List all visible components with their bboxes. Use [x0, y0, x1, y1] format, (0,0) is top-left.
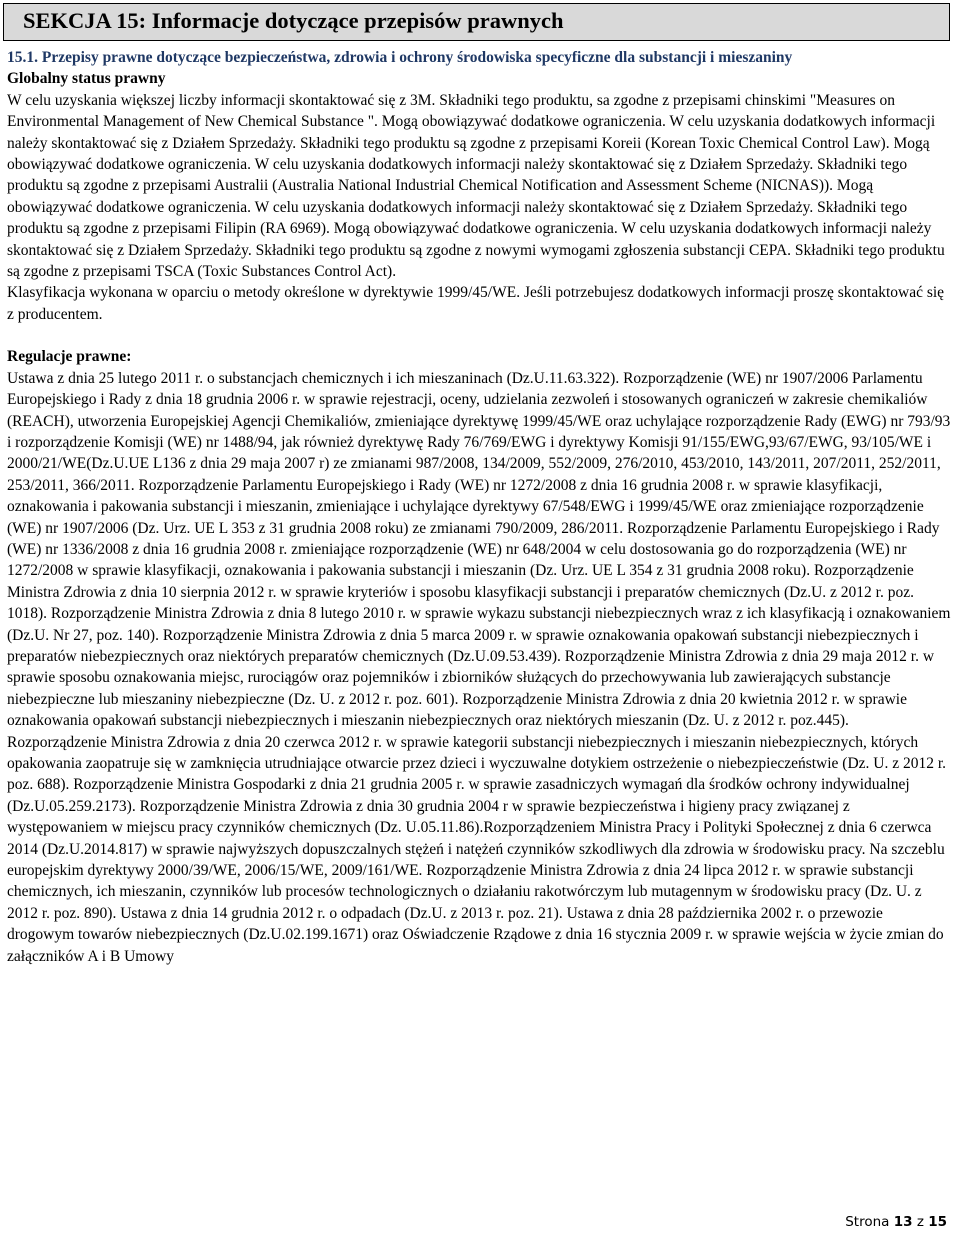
total-pages-number: 15: [928, 1214, 947, 1230]
regulations-paragraph: Ustawa z dnia 25 lutego 2011 r. o substancjach chemicznych i ich mieszaninach (Dz.U.11.63.322). Rozporządzenie (WE) nr 1907/2006 Parlamentu Europejskiego i Rady z dnia 18 grudnia 2006 r. w sprawie rejestracji, oceny, udzielania zezwoleń i stosowanych ograniczeń w zakresie chemikaliów (REACH), utworzenia Europejskiej Agencji Chemikaliów, zmieniające dyrektywę 1999/45/WE oraz uchylające rozporządzenie Rady (EWG) nr 793/93 i rozporządzenie Komisji (WE) nr 1488/94, jak również dyrektywę Rady 76/769/EWG i dyrektywy Komisji 91/155/EWG,93/67/EWG, 93/105/WE i 2000/21/WE(Dz.U.UE L136 z dnia 29 maja 2007 r) ze zmianami 987/2008, 134/2009, 552/2009, 276/2010, 453/2010, 143/2011, 207/2011, 252/2011, 253/2011, 366/2011. Rozporządzenie Parlamentu Europejskiego i Rady (WE) nr 1272/2008 z dnia 16 grudnia 2008 r. w sprawie klasyfikacji, oznakowania i pakowania substancji i mieszanin, zmieniające i uchylające dyrektywy 67/548/EWG i 1999/45/WE oraz zmieniające rozporządzenie (WE) nr 1907/2006 (Dz. Urz. UE L 353 z 31 grudnia 2008 roku) ze zmianami 790/2009, 286/2011. Rozporządzenie Parlamentu Europejskiego i Rady (WE) nr 1336/2008 z dnia 16 grudnia 2008 r. zmieniające rozporządzenie (WE) nr 648/2004 w celu dostosowania go do rozporządzenia (WE) nr 1272/2008 w sprawie klasyfikacji, oznakowania i pakowania substancji i mieszanin (Dz. Urz. UE L 354 z 31 grudnia 2008 roku). Rozporządzenie Ministra Zdrowia z dnia 10 sierpnia 2012 r. w sprawie kryteriów i sposobu klasyfikacji substancji i preparatów chemicznych (Dz.U. z 2012 r. poz. 1018). Rozporządzenie Ministra Zdrowia z dnia 8 lutego 2010 r. w sprawie wykazu substancji niebezpiecznych wraz z ich klasyfikacją i oznakowaniem (Dz.U. Nr 27, poz. 140). Rozporządzenie Ministra Zdrowia z dnia 5 marca 2009 r. w sprawie oznakowania opakowań substancji niebezpiecznych i preparatów niebezpiecznych oraz niektórych preparatów chemicznych (Dz.U.09.53.439). Rozporządzenie Ministra Zdrowia z dnia 29 maja 2012 r. w sprawie sposobu oznakowania miejsc, rurociągów oraz pojemników i zbiorników służących do przechowywania lub zawierających substancje niebezpieczne lub mieszaniny niebezpieczne (Dz. U. z 2012 r. poz. 601). Rozporządzenie Ministra Zdrowia z dnia 20 kwietnia 2012 r. w sprawie oznakowania opakowań substancji niebezpiecznych i mieszanin niebezpiecznych oraz niektórych mieszanin (Dz. U. z 2012 r. poz.445). Rozporządzenie Ministra Zdrowia z dnia 20 czerwca 2012 r. w sprawie kategorii substancji niebezpiecznych i mieszanin niebezpiecznych, których opakowania zaopatruje się w zamknięcia utrudniające otwarcie przez dzieci i wyczuwalne dotykiem ostrzeżenie o niebezpieczeństwie (Dz. U. z 2012 r. poz. 688). Rozporządzenie Ministra Gospodarki z dnia 21 grudnia 2005 r. w sprawie zasadniczych wymagań dla środków ochrony indywidualnej (Dz.U.05.259.2173). Rozporządzenie Ministra Zdrowia z dnia 30 grudnia 2004 r w sprawie bezpieczeństwa i higieny pracy związanej z występowaniem w miejscu pracy czynników chemicznych (Dz. U.05.11.86).Rozporządzeniem Ministra Pracy i Polityki Społecznej z dnia 6 czerwca 2014 (Dz.U.2014.817) w sprawie najwyższych dopuszczalnych stężeń i natężeń czynników szkodliwych dla zdrowia w środowisku pracy. Na szczeblu europejskim dyrektywy 2000/39/WE, 2006/15/WE, 2009/161/WE. Rozporządzenie Ministra Zdrowia z dnia 24 lipca 2012 r. w sprawie substancji chemicznych, ich mieszanin, czynników lub procesów technologicznych o działaniu rakotwórczym lub mutagennym w środowisku pracy (Dz. U. z 2012 r. poz. 890). Ustawa z dnia 14 grudnia 2012 r. o odpadach (Dz.U. z 2013 r. poz. 21). Ustawa z dnia 28 października 2002 r. o przewozie drogowym towarów niebezpiecznych (Dz.U.02.199.1671) oraz Oświadczenie Rządowe z dnia 16 stycznia 2009 r. w sprawie wejścia w życie zmian do załączników A i B Umowy: [7, 369, 951, 965]
current-page-number: 13: [893, 1214, 913, 1230]
global-status-paragraph: W celu uzyskania większej liczby informacji skontaktować się z 3M. Składniki tego produktu, sa zgodne z przepisami chinskimi "Measures on Environmental Management of New Chemical Substance ". Mogą obowiązywać dodatkowe ograniczenia. W celu uzyskania dodatkowych informacji należy skontaktować się z Działem Sprzedaży. Składniki tego produktu są zgodne z przepisami Koreii (Korean Toxic Chemical Control Law). Mogą obowiązywać dodatkowe ograniczenia. W celu uzyskania dodatkowych informacji należy skontaktować się z Działem Sprzedaży. Składniki tego produktu są zgodne z przepisami Australii (Australia National Industrial Chemical Notification and Assessment Scheme (NICNAS)). Mogą obowiązywać dodatkowe ograniczenia. W celu uzyskania dodatkowych informacji należy skontaktować się z Działem Sprzedaży. Składniki tego produktu są zgodne z przepisami Filipin (RA 6969). Mogą obowiązywać dodatkowe ograniczenia. W celu uzyskania dodatkowych informacji należy skontaktować się z Działem Sprzedaży. Składniki tego produktu są zgodne z nowymi wymogami zgłoszenia substancji CEPA. Składniki tego produktu są zgodne z przepisami TSCA (Toxic Substances Control Act).: [7, 91, 945, 281]
page-label: Strona: [845, 1214, 890, 1230]
page-footer: [845, 1214, 947, 1230]
section-title: SEKCJA 15: Informacje dotyczące przepisów prawnych: [23, 8, 564, 33]
document-body: [7, 47, 952, 967]
global-status-heading: Globalny status prawny: [7, 70, 166, 88]
subsection-title: 15.1. Przepisy prawne dotyczące bezpieczeństwa, zdrowia i ochrony środowiska specyficzne dla substancji i mieszaniny: [7, 49, 793, 66]
regulations-heading: Regulacje prawne:: [7, 348, 132, 366]
page-separator: z: [916, 1214, 924, 1230]
section-header: [3, 3, 950, 41]
paragraph-spacer: [7, 325, 952, 346]
classification-paragraph: Klasyfikacja wykonana w oparciu o metody określone w dyrektywie 1999/45/WE. Jeśli potrzebujesz dodatkowych informacji proszę skontaktować się z producentem.: [7, 284, 945, 323]
